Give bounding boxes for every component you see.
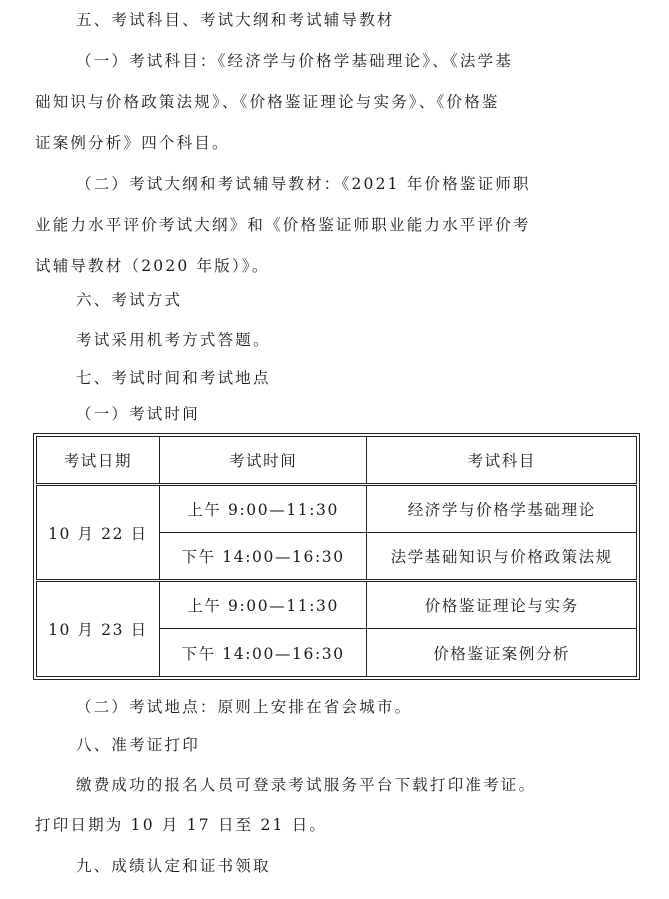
section-7-1-title: （一）考试时间 — [76, 405, 200, 423]
section-5-1-line-3: 证案例分析》四个科目。 — [35, 134, 230, 152]
exam-time-cell: 上午 9:00—11:30 — [159, 581, 367, 629]
section-9-title: 九、成绩认定和证书领取 — [76, 857, 271, 875]
exam-subject-cell: 价格鉴证理论与实务 — [367, 581, 637, 629]
section-5-1-line-2: 础知识与价格政策法规》、《价格鉴证理论与实务》、《价格鉴 — [35, 93, 500, 111]
exam-time-cell: 上午 9:00—11:30 — [159, 485, 367, 533]
exam-subject-cell: 法学基础知识与价格政策法规 — [367, 533, 637, 581]
section-5-2-line-3: 试辅导教材（2020 年版）》。 — [35, 257, 270, 275]
header-exam-subject: 考试科目 — [367, 437, 637, 485]
section-5-title: 五、考试科目、考试大纲和考试辅导教材 — [76, 11, 395, 29]
header-exam-date: 考试日期 — [37, 437, 160, 485]
table-row — [37, 485, 637, 533]
exam-schedule-table — [36, 436, 637, 677]
section-8-title: 八、准考证打印 — [76, 736, 200, 754]
section-5-2-line-2: 业能力水平评价考试大纲》和《价格鉴证师职业能力水平评价考 — [35, 216, 531, 234]
exam-subject-cell: 价格鉴证案例分析 — [367, 629, 637, 677]
exam-date-cell: 10 月 22 日 — [37, 485, 160, 581]
exam-date-cell: 10 月 23 日 — [37, 581, 160, 677]
section-7-title: 七、考试时间和考试地点 — [76, 369, 271, 387]
exam-time-cell: 下午 14:00—16:30 — [159, 533, 367, 581]
section-8-line-2: 打印日期为 10 月 17 日至 21 日。 — [35, 816, 328, 834]
section-8-line-1: 缴费成功的报名人员可登录考试服务平台下载打印准考证。 — [76, 776, 537, 794]
section-6-title: 六、考试方式 — [76, 291, 183, 309]
section-5-1-line-1: （一）考试科目：《经济学与价格学基础理论》、《法学基 — [76, 52, 513, 70]
section-6-body: 考试采用机考方式答题。 — [76, 331, 271, 349]
exam-subject-cell: 经济学与价格学基础理论 — [367, 485, 637, 533]
header-exam-time: 考试时间 — [159, 437, 367, 485]
table-header-row — [37, 437, 637, 485]
section-7-2-body: （二）考试地点：原则上安排在省会城市。 — [76, 698, 413, 716]
table-row — [37, 581, 637, 629]
section-5-2-line-1: （二）考试大纲和考试辅导教材：《2021 年价格鉴证师职 — [76, 175, 531, 193]
exam-time-cell: 下午 14:00—16:30 — [159, 629, 367, 677]
